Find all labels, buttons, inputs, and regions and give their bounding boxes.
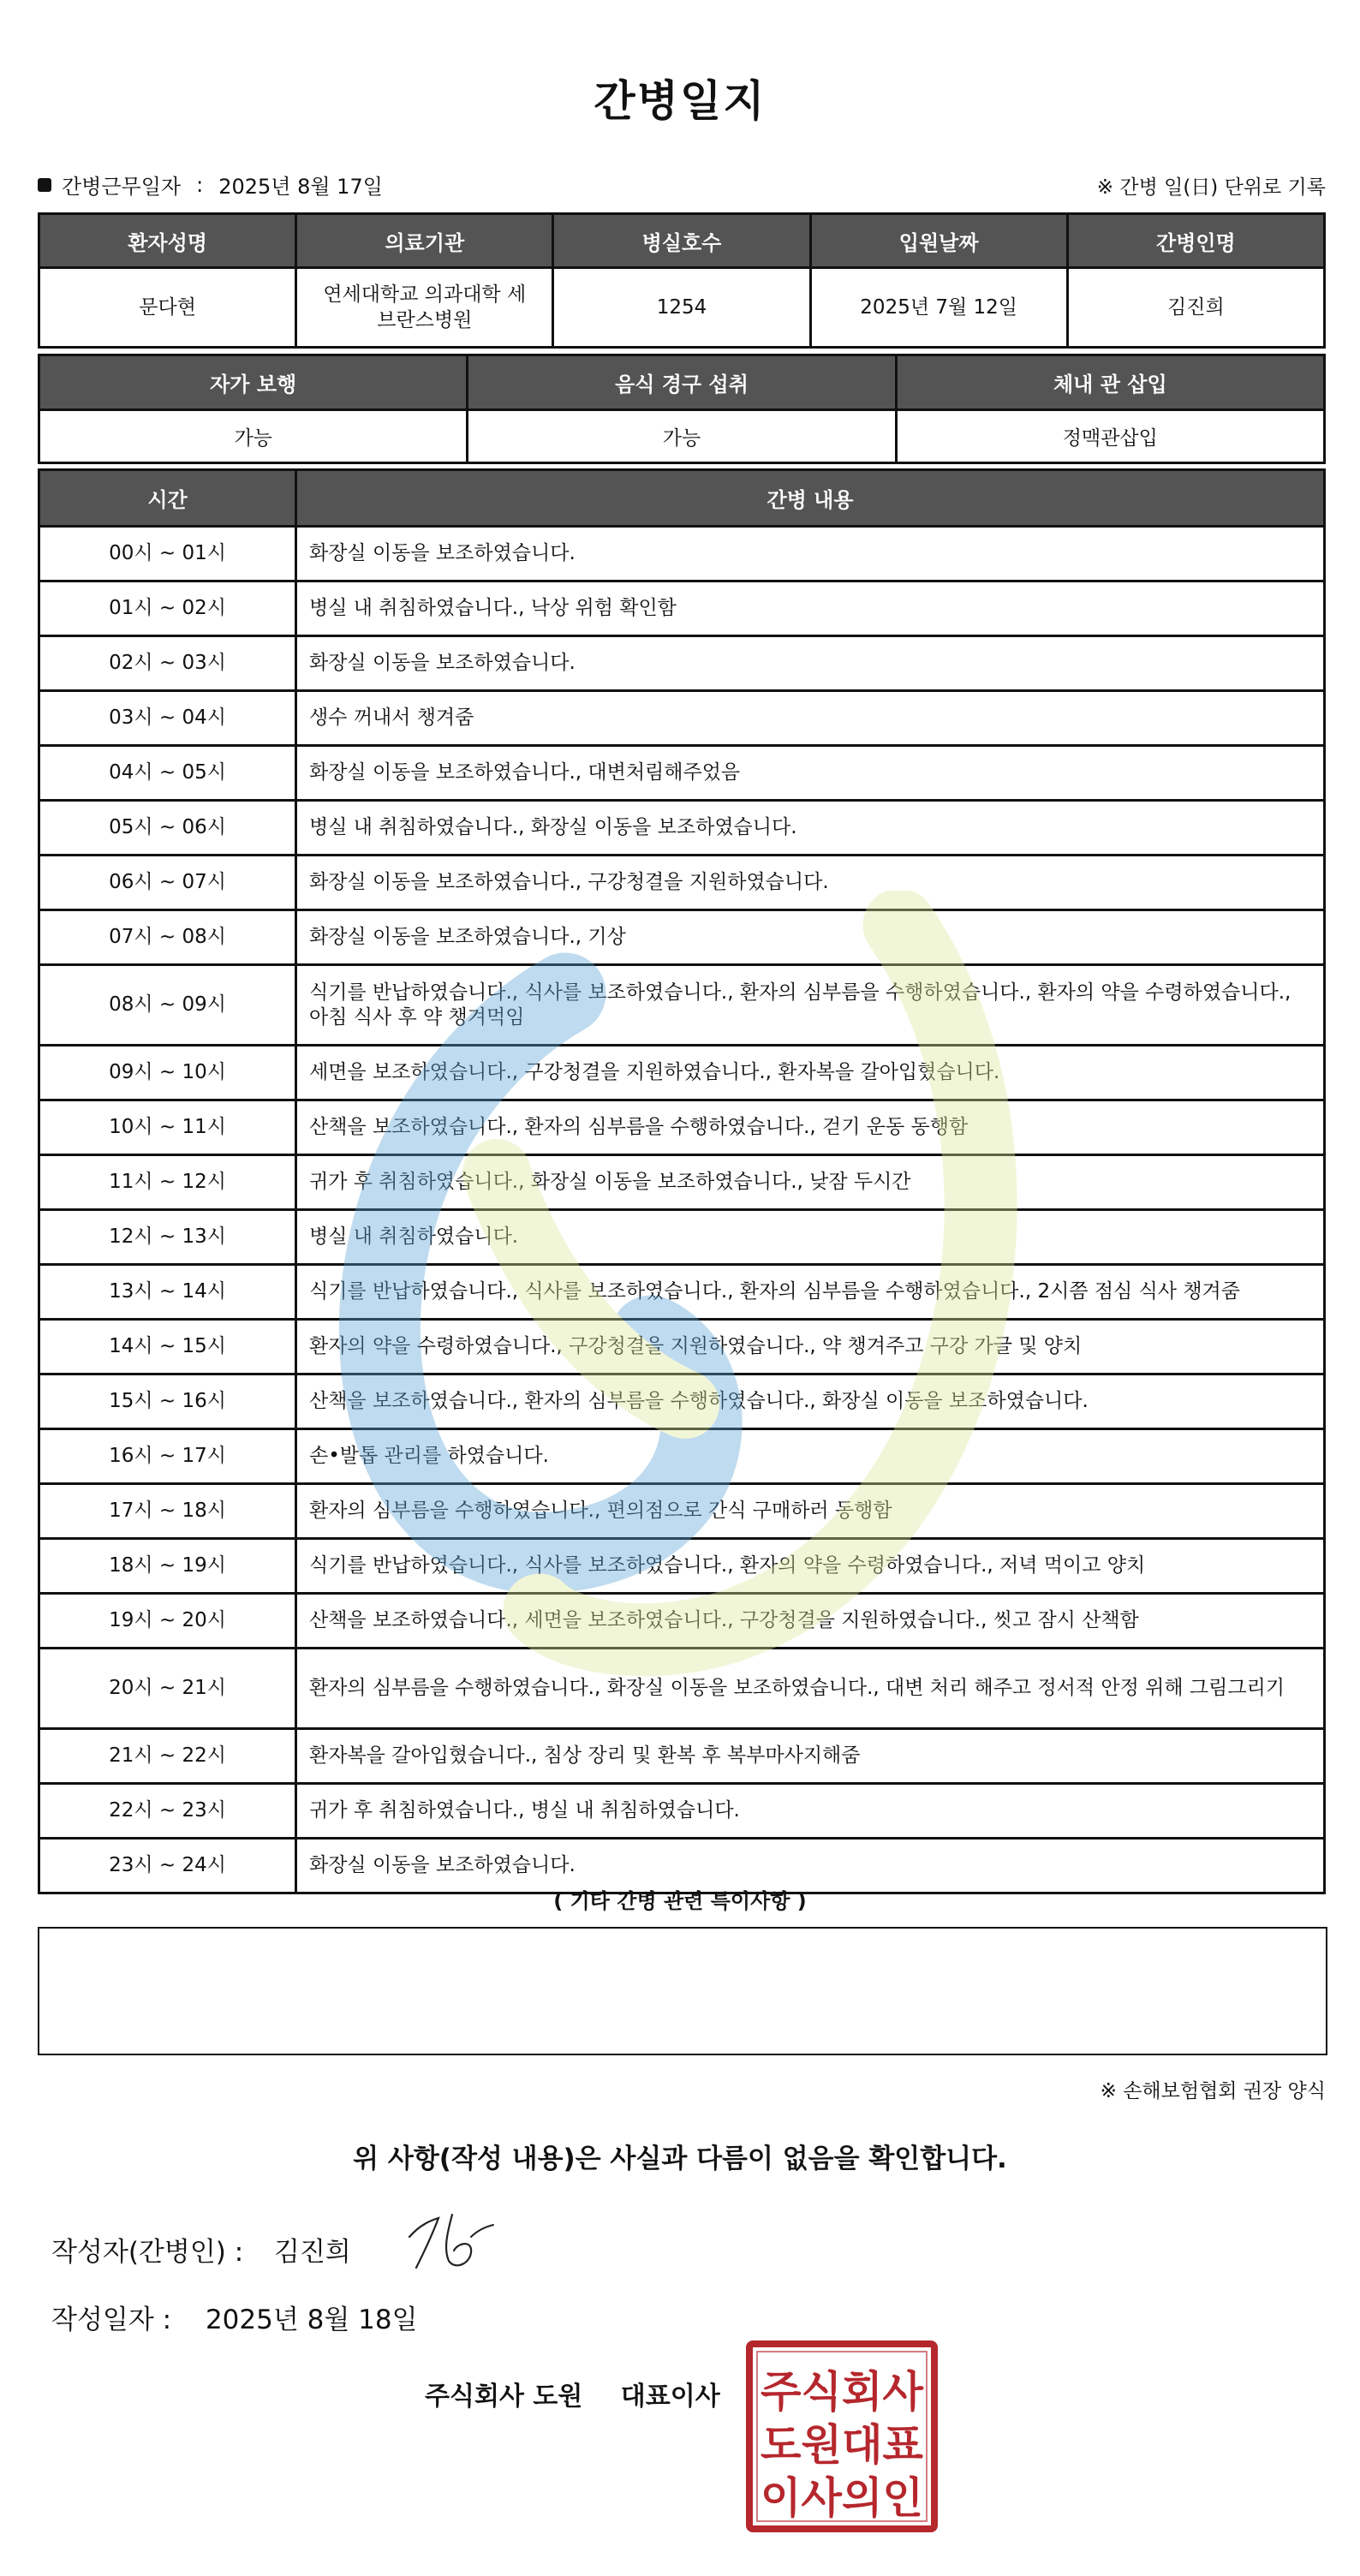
patient-name: 문다현	[39, 268, 296, 348]
writer-name: 김진희	[274, 2237, 351, 2268]
table-row	[39, 1484, 1325, 1539]
care-content-cell: 병실 내 취침하였습니다.	[296, 1210, 1325, 1265]
time-cell: 02시 ~ 03시	[39, 636, 296, 691]
time-cell: 21시 ~ 22시	[39, 1729, 296, 1784]
table-row	[39, 1374, 1325, 1429]
company-seal-stamp	[745, 2340, 939, 2533]
time-cell: 19시 ~ 20시	[39, 1594, 296, 1649]
care-log-table	[38, 468, 1326, 1894]
time-cell: 11시 ~ 12시	[39, 1155, 296, 1210]
time-cell: 08시 ~ 09시	[39, 965, 296, 1046]
header-patient-name: 환자성명	[39, 214, 296, 268]
time-cell: 07시 ~ 08시	[39, 910, 296, 965]
header-room-number: 병실호수	[553, 214, 810, 268]
header-self-walking: 자가 보행	[39, 355, 468, 410]
time-cell: 05시 ~ 06시	[39, 801, 296, 856]
time-cell: 23시 ~ 24시	[39, 1839, 296, 1893]
time-cell: 00시 ~ 01시	[39, 527, 296, 581]
care-content-cell: 화장실 이동을 보조하였습니다., 기상	[296, 910, 1325, 965]
written-date-label: 작성일자 :	[51, 2305, 172, 2335]
care-content-cell: 식기를 반납하였습니다., 식사를 보조하였습니다., 환자의 심부름을 수행하였습니다., 2시쯤 점심 식사 챙겨줌	[296, 1265, 1325, 1320]
table-row	[39, 581, 1325, 636]
self-walking-value: 가능	[39, 410, 468, 463]
table-row	[39, 1649, 1325, 1729]
table-row	[39, 1155, 1325, 1210]
care-content-cell: 산책을 보조하였습니다., 환자의 심부름을 수행하였습니다., 화장실 이동을 보조하였습니다.	[296, 1374, 1325, 1429]
confirmation-statement: 위 사항(작성 내용)은 사실과 다름이 없음을 확인합니다.	[353, 2144, 1007, 2174]
time-cell: 22시 ~ 23시	[39, 1784, 296, 1839]
table-row	[39, 691, 1325, 746]
time-cell: 16시 ~ 17시	[39, 1429, 296, 1484]
care-content-cell: 손•발톱 관리를 하였습니다.	[296, 1429, 1325, 1484]
care-content-cell: 환자복을 갈아입혔습니다., 침상 장리 및 환복 후 복부마사지해줌	[296, 1729, 1325, 1784]
care-content-cell: 생수 꺼내서 챙겨줌	[296, 691, 1325, 746]
table-row	[39, 636, 1325, 691]
table-row	[39, 965, 1325, 1046]
care-content-cell: 산책을 보조하였습니다., 세면을 보조하였습니다., 구강청결을 지원하였습니다., 씻고 잠시 산책함	[296, 1594, 1325, 1649]
notes-title: ( 기타 간병 관련 특이사항 )	[553, 1889, 807, 1913]
time-cell: 03시 ~ 04시	[39, 691, 296, 746]
time-cell: 17시 ~ 18시	[39, 1484, 296, 1539]
table-row	[39, 801, 1325, 856]
table-row	[39, 527, 1325, 581]
special-notes-box[interactable]	[38, 1927, 1327, 2055]
work-date-value: 2025년 8월 17일	[218, 175, 383, 199]
header-care-content: 간병 내용	[296, 470, 1325, 527]
header-caregiver-name: 간병인명	[1067, 214, 1324, 268]
table-row	[39, 1265, 1325, 1320]
daily-record-note: ※ 간병 일(日) 단위로 기록	[1096, 176, 1326, 199]
care-content-cell: 화장실 이동을 보조하였습니다.	[296, 636, 1325, 691]
time-cell: 10시 ~ 11시	[39, 1100, 296, 1155]
tube-insertion-value: 정맥관삽입	[896, 410, 1324, 463]
bullet-square-icon	[38, 178, 51, 192]
table-row	[39, 1539, 1325, 1594]
company-row	[425, 2375, 720, 2412]
care-content-cell: 환자의 약을 수령하였습니다., 구강청결을 지원하였습니다., 약 챙겨주고 구강 가글 및 양치	[296, 1320, 1325, 1374]
header-admission-date: 입원날짜	[810, 214, 1067, 268]
table-row	[39, 1594, 1325, 1649]
table-row	[39, 1320, 1325, 1374]
care-content-cell: 세면을 보조하였습니다., 구강청결을 지원하였습니다., 환자복을 갈아입혔습니다.	[296, 1046, 1325, 1100]
table-row	[39, 910, 1325, 965]
oral-intake-value: 가능	[468, 410, 896, 463]
care-content-cell: 화장실 이동을 보조하였습니다., 대변처림해주었음	[296, 746, 1325, 801]
care-content-cell: 화장실 이동을 보조하였습니다., 구강청결을 지원하였습니다.	[296, 856, 1325, 910]
room-number: 1254	[553, 268, 810, 348]
work-date-separator: :	[196, 172, 204, 197]
header-time: 시간	[39, 470, 296, 527]
care-content-cell: 귀가 후 취침하였습니다., 병실 내 취침하였습니다.	[296, 1784, 1325, 1839]
patient-info-table	[38, 212, 1326, 349]
care-content-cell: 병실 내 취침하였습니다., 낙상 위험 확인함	[296, 581, 1325, 636]
time-cell: 04시 ~ 05시	[39, 746, 296, 801]
care-content-cell: 식기를 반납하였습니다., 식사를 보조하였습니다., 환자의 약을 수령하였습니다., 저녁 먹이고 양치	[296, 1539, 1325, 1594]
time-cell: 15시 ~ 16시	[39, 1374, 296, 1429]
care-content-cell: 환자의 심부름을 수행하였습니다., 편의점으로 간식 구매하러 동행함	[296, 1484, 1325, 1539]
work-date-label: 간병근무일자	[62, 175, 182, 199]
writer-row	[51, 2230, 351, 2269]
time-cell: 06시 ~ 07시	[39, 856, 296, 910]
time-cell: 01시 ~ 02시	[39, 581, 296, 636]
care-content-cell: 환자의 심부름을 수행하였습니다., 화장실 이동을 보조하였습니다., 대변 처리 해주고 정서적 안정 위해 그림그리기	[296, 1649, 1325, 1729]
handwritten-signature	[404, 2211, 498, 2273]
time-cell: 14시 ~ 15시	[39, 1320, 296, 1374]
seal-text-line: 이사의인	[761, 2473, 923, 2523]
care-content-cell: 병실 내 취침하였습니다., 화장실 이동을 보조하였습니다.	[296, 801, 1325, 856]
hospital-name: 연세대학교 의과대학 세브란스병원	[296, 268, 553, 348]
time-cell: 18시 ~ 19시	[39, 1539, 296, 1594]
recommended-form-note: ※ 손해보험협회 권장 양식	[1100, 2080, 1326, 2102]
header-hospital: 의료기관	[296, 214, 553, 268]
writer-label: 작성자(간병인) :	[51, 2237, 244, 2268]
header-tube-insertion: 체내 관 삽입	[896, 355, 1324, 410]
time-cell: 20시 ~ 21시	[39, 1649, 296, 1729]
table-row	[39, 1210, 1325, 1265]
table-row	[39, 1429, 1325, 1484]
table-row	[39, 1100, 1325, 1155]
table-row	[39, 1784, 1325, 1839]
seal-text-line: 도원대표	[761, 2420, 924, 2470]
company-name: 주식회사 도원	[425, 2382, 583, 2412]
care-content-cell: 산책을 보조하였습니다., 환자의 심부름을 수행하였습니다., 걷기 운동 동행함	[296, 1100, 1325, 1155]
company-representative: 대표이사	[620, 2382, 720, 2412]
time-cell: 13시 ~ 14시	[39, 1265, 296, 1320]
admission-date: 2025년 7월 12일	[810, 268, 1067, 348]
care-content-cell: 화장실 이동을 보조하였습니다.	[296, 1839, 1325, 1893]
written-date-value: 2025년 8월 18일	[205, 2305, 418, 2335]
care-content-cell: 식기를 반납하였습니다., 식사를 보조하였습니다., 환자의 심부름을 수행하였습니다., 환자의 약을 수령하였습니다., 아침 식사 후 약 챙겨먹임	[296, 965, 1325, 1046]
time-cell: 09시 ~ 10시	[39, 1046, 296, 1100]
care-content-cell: 화장실 이동을 보조하였습니다.	[296, 527, 1325, 581]
patient-ability-table	[38, 354, 1326, 464]
work-date-row	[38, 170, 383, 200]
table-row	[39, 856, 1325, 910]
time-cell: 12시 ~ 13시	[39, 1210, 296, 1265]
table-row	[39, 1046, 1325, 1100]
written-date-row	[51, 2298, 418, 2336]
header-oral-intake: 음식 경구 섭취	[468, 355, 896, 410]
caregiver-name: 김진희	[1067, 268, 1324, 348]
document-title: 간병일지	[594, 76, 766, 126]
table-row	[39, 746, 1325, 801]
table-row	[39, 1729, 1325, 1784]
seal-text-line: 주식회사	[761, 2367, 924, 2417]
care-content-cell: 귀가 후 취침하였습니다., 화장실 이동을 보조하였습니다., 낮잠 두시간	[296, 1155, 1325, 1210]
